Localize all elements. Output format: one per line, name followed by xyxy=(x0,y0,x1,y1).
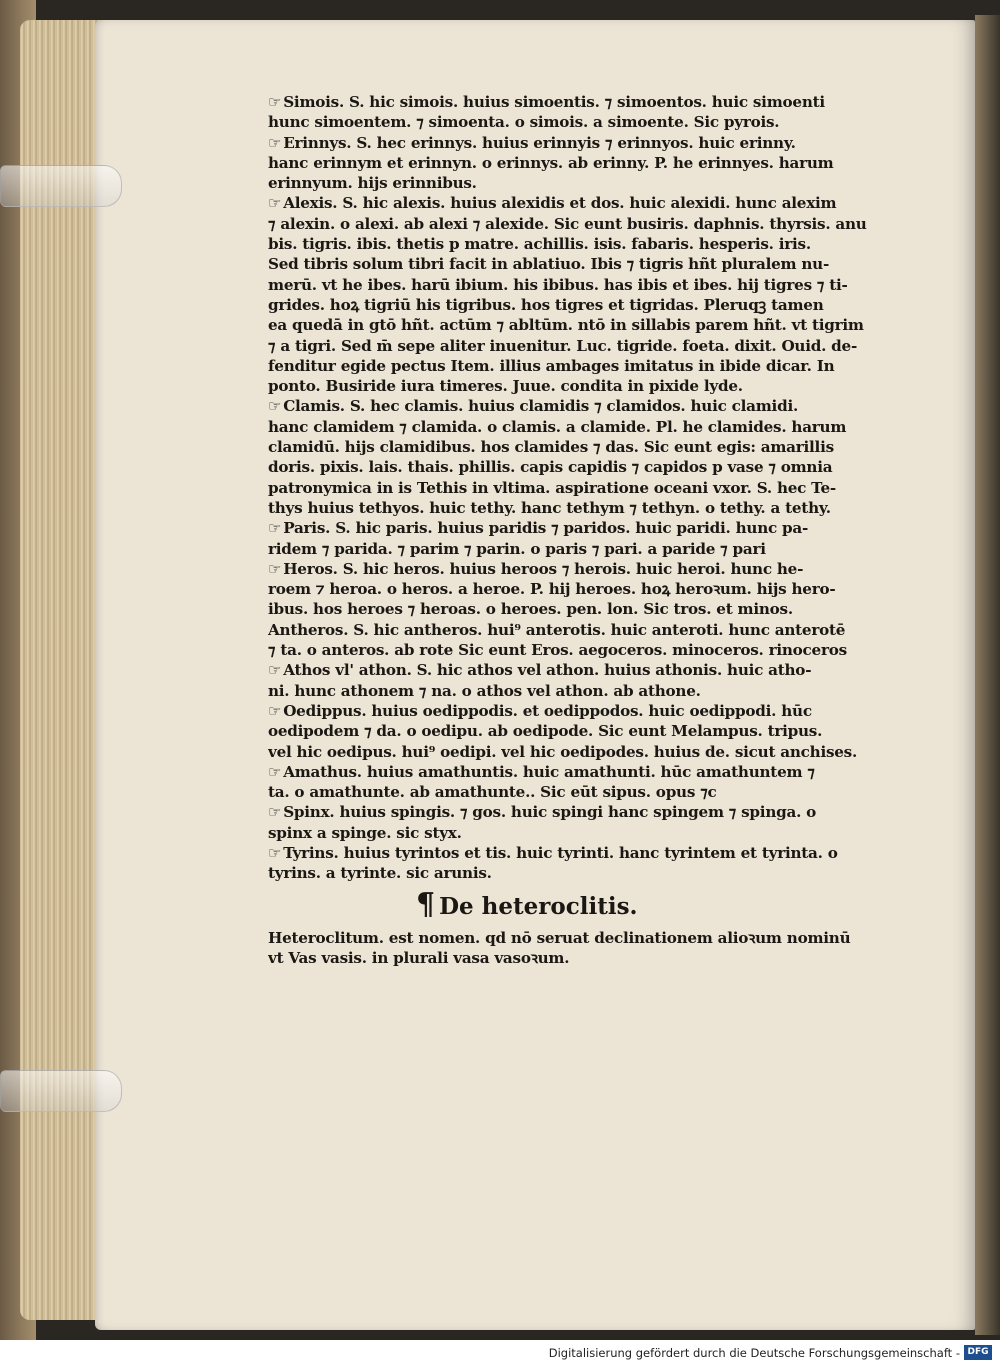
dfg-logo: DFG xyxy=(964,1345,992,1360)
body-line: Heteroclitum. est nomen. qd nō seruat declinationem alioꝛum nominū xyxy=(268,928,851,947)
pointing-hand-icon: ☞ xyxy=(268,93,282,111)
text-line xyxy=(268,599,908,619)
text-line xyxy=(268,518,908,538)
text-line xyxy=(268,782,908,802)
text-line xyxy=(268,275,908,295)
line-text: Sed tibris solum tibri facit in ablatiuo. Ibis ⁊ tigris hñt pluralem nu- xyxy=(268,255,830,274)
pointing-hand-icon: ☞ xyxy=(268,762,282,781)
text-line xyxy=(268,92,908,112)
text-line xyxy=(268,457,908,477)
line-text: roem ⁊ heroa. o heros. a heroe. P. hij heroes. hoꝝ heroꝛum. hijs hero- xyxy=(268,580,836,599)
text-line xyxy=(268,193,908,213)
line-text: ni. hunc athonem ⁊ na. o athos vel athon. ab athone. xyxy=(268,681,701,700)
line-text: Spinx. huius spingis. ⁊ gos. huic spingi hanc spingem ⁊ spinga. o xyxy=(283,803,817,822)
text-line xyxy=(268,559,908,579)
line-text: Tyrins. huius tyrintos et tis. huic tyrinti. hanc tyrintem et tyrinta. o xyxy=(283,843,838,862)
line-text: clamidū. hijs clamidibus. hos clamides ⁊ das. Sic eunt egis: amarillis xyxy=(268,438,834,457)
line-text: hanc clamidem ⁊ clamida. o clamis. a clamide. Pl. he clamides. harum xyxy=(268,417,847,436)
line-text: ea quedā in gtō hñt. actūm ⁊ abltūm. ntō in sillabis parem hñt. vt tigrim xyxy=(268,316,864,335)
line-text: thys huius tethyos. huic tethy. hanc tethym ⁊ tethyn. o tethy. a tethy. xyxy=(268,498,831,517)
pointing-hand-icon: ☞ xyxy=(268,803,282,822)
line-text: ⁊ a tigri. Sed m̄ sepe aliter inuenitur. Luc. tigride. foeta. dixit. Ouid. de- xyxy=(268,336,858,355)
line-text: Simois. S. hic simois. huius simoentis. ⁊ simoentos. huic simoenti xyxy=(283,93,825,111)
section-heading xyxy=(416,886,908,922)
pointing-hand-icon: ☞ xyxy=(268,194,282,213)
line-text: Alexis. S. hic alexis. huius alexidis et dos. huic alexidi. hunc alexim xyxy=(283,194,837,213)
line-text: ta. o amathunte. ab amathunte.. Sic eūt sipus. opus ⁊c xyxy=(268,783,717,802)
text-line xyxy=(268,579,908,599)
text-line xyxy=(268,234,908,254)
text-line xyxy=(268,254,908,274)
line-text: fenditur egide pectus Item. illius ambages imitatus in ibide dicar. In xyxy=(268,356,835,375)
pointing-hand-icon: ☞ xyxy=(268,559,282,578)
line-text: Antheros. S. hic antheros. hui⁹ anterotis. huic anteroti. hunc anterotē xyxy=(268,620,846,639)
line-text: oedipodem ⁊ da. o oedipu. ab oedipode. Sic eunt Melampus. tripus. xyxy=(268,722,823,741)
text-line xyxy=(268,843,908,863)
text-line xyxy=(268,498,908,518)
body-line: vt Vas vasis. in plurali vasa vasoꝛum. xyxy=(268,948,570,967)
line-text: Clamis. S. hec clamis. huius clamidis ⁊ clamidos. huic clamidi. xyxy=(283,397,799,416)
line-text: ibus. hos heroes ⁊ heroas. o heroes. pen. lon. Sic tros. et minos. xyxy=(268,600,793,619)
pointing-hand-icon: ☞ xyxy=(268,397,282,416)
text-line xyxy=(268,417,908,437)
text-line xyxy=(268,356,908,376)
pointing-hand-icon: ☞ xyxy=(268,133,282,152)
line-text: doris. pixis. lais. thais. phillis. capis capidis ⁊ capidos p vase ⁊ omnia xyxy=(268,458,833,477)
text-line xyxy=(268,802,908,822)
line-text: ponto. Busiride iura timeres. Juue. condita in pixide lyde. xyxy=(268,377,743,396)
line-text: Oedippus. huius oedippodis. et oedippodos. huic oedippodi. hūc xyxy=(283,701,812,720)
line-text: Athos vl' athon. S. hic athos vel athon. huius athonis. huic atho- xyxy=(283,661,812,680)
text-line xyxy=(268,742,908,762)
line-text: Paris. S. hic paris. huius paridis ⁊ paridos. huic paridi. hunc pa- xyxy=(283,519,809,538)
line-text: erinnyum. hijs erinnibus. xyxy=(268,174,477,193)
text-line xyxy=(268,701,908,721)
text-line xyxy=(268,823,908,843)
line-text: ridem ⁊ parida. ⁊ parim ⁊ parin. o paris ⁊ pari. a paride ⁊ pari xyxy=(268,539,766,558)
line-text: patronymica in is Tethis in vltima. aspiratione oceani vxor. S. hec Te- xyxy=(268,478,836,497)
line-text: vel hic oedipus. hui⁹ oedipi. vel hic oedipodes. huius de. sicut anchises. xyxy=(268,742,858,761)
text-line xyxy=(268,863,908,883)
text-line xyxy=(268,336,908,356)
entry-list xyxy=(268,92,908,884)
text-line xyxy=(268,762,908,782)
line-text: Heros. S. hic heros. huius heroos ⁊ herois. huic heroi. hunc he- xyxy=(283,559,804,578)
page-clip-bottom xyxy=(0,1070,122,1112)
line-text: Amathus. huius amathuntis. huic amathunti. hūc amathuntem ⁊ xyxy=(283,762,815,781)
line-text: Erinnys. S. hec erinnys. huius erinnyis ⁊ erinnyos. huic erinny. xyxy=(283,133,796,152)
text-line xyxy=(268,315,908,335)
text-line xyxy=(268,681,908,701)
pointing-hand-icon: ☞ xyxy=(268,519,282,538)
line-text: tyrins. a tyrinte. sic arunis. xyxy=(268,864,492,883)
pointing-hand-icon: ☞ xyxy=(268,701,282,720)
text-line xyxy=(268,539,908,559)
line-text: grides. hoꝝ tigriū his tigribus. hos tigres et tigridas. Pleruqꝫ tamen xyxy=(268,295,824,314)
line-text: hanc erinnym et erinnyn. o erinnys. ab erinny. P. he erinnyes. harum xyxy=(268,153,834,172)
printed-text xyxy=(268,92,908,968)
line-text: ⁊ ta. o anteros. ab rote Sic eunt Eros. aegoceros. minoceros. rinoceros xyxy=(268,641,847,660)
text-line xyxy=(268,620,908,640)
text-line xyxy=(268,478,908,498)
page-clip-top xyxy=(0,165,122,207)
pointing-hand-icon: ☞ xyxy=(268,661,282,680)
line-text: spinx a spinge. sic styx. xyxy=(268,823,462,842)
text-line xyxy=(268,214,908,234)
text-line xyxy=(268,660,908,680)
footer-credit: Digitalisierung gefördert durch die Deutsche Forschungsgemeinschaft - xyxy=(548,1346,960,1360)
footer xyxy=(0,1340,1000,1367)
page-edges xyxy=(20,20,100,1320)
line-text: ⁊ alexin. o alexi. ab alexi ⁊ alexide. Sic eunt busiris. daphnis. thyrsis. anu xyxy=(268,214,867,233)
book-gutter xyxy=(975,15,1000,1335)
text-line xyxy=(268,396,908,416)
line-text: hunc simoentem. ⁊ simoenta. o simois. a simoente. Sic pyrois. xyxy=(268,113,780,132)
text-line xyxy=(268,640,908,660)
text-line xyxy=(268,112,908,132)
text-line xyxy=(268,376,908,396)
text-line xyxy=(268,721,908,741)
text-line xyxy=(268,133,908,153)
text-line xyxy=(268,295,908,315)
line-text: bis. tigris. ibis. thetis p matre. achillis. isis. fabaris. hesperis. iris. xyxy=(268,235,811,254)
heading-text: De heteroclitis. xyxy=(439,892,638,920)
paragraph-mark-icon: ¶ xyxy=(416,886,436,922)
line-text: merū. vt he ibes. harū ibium. his ibibus. has ibis et ibes. hij tigres ⁊ ti- xyxy=(268,275,848,294)
pointing-hand-icon: ☞ xyxy=(268,843,282,862)
text-line xyxy=(268,437,908,457)
text-line xyxy=(268,153,908,173)
text-line xyxy=(268,173,908,193)
